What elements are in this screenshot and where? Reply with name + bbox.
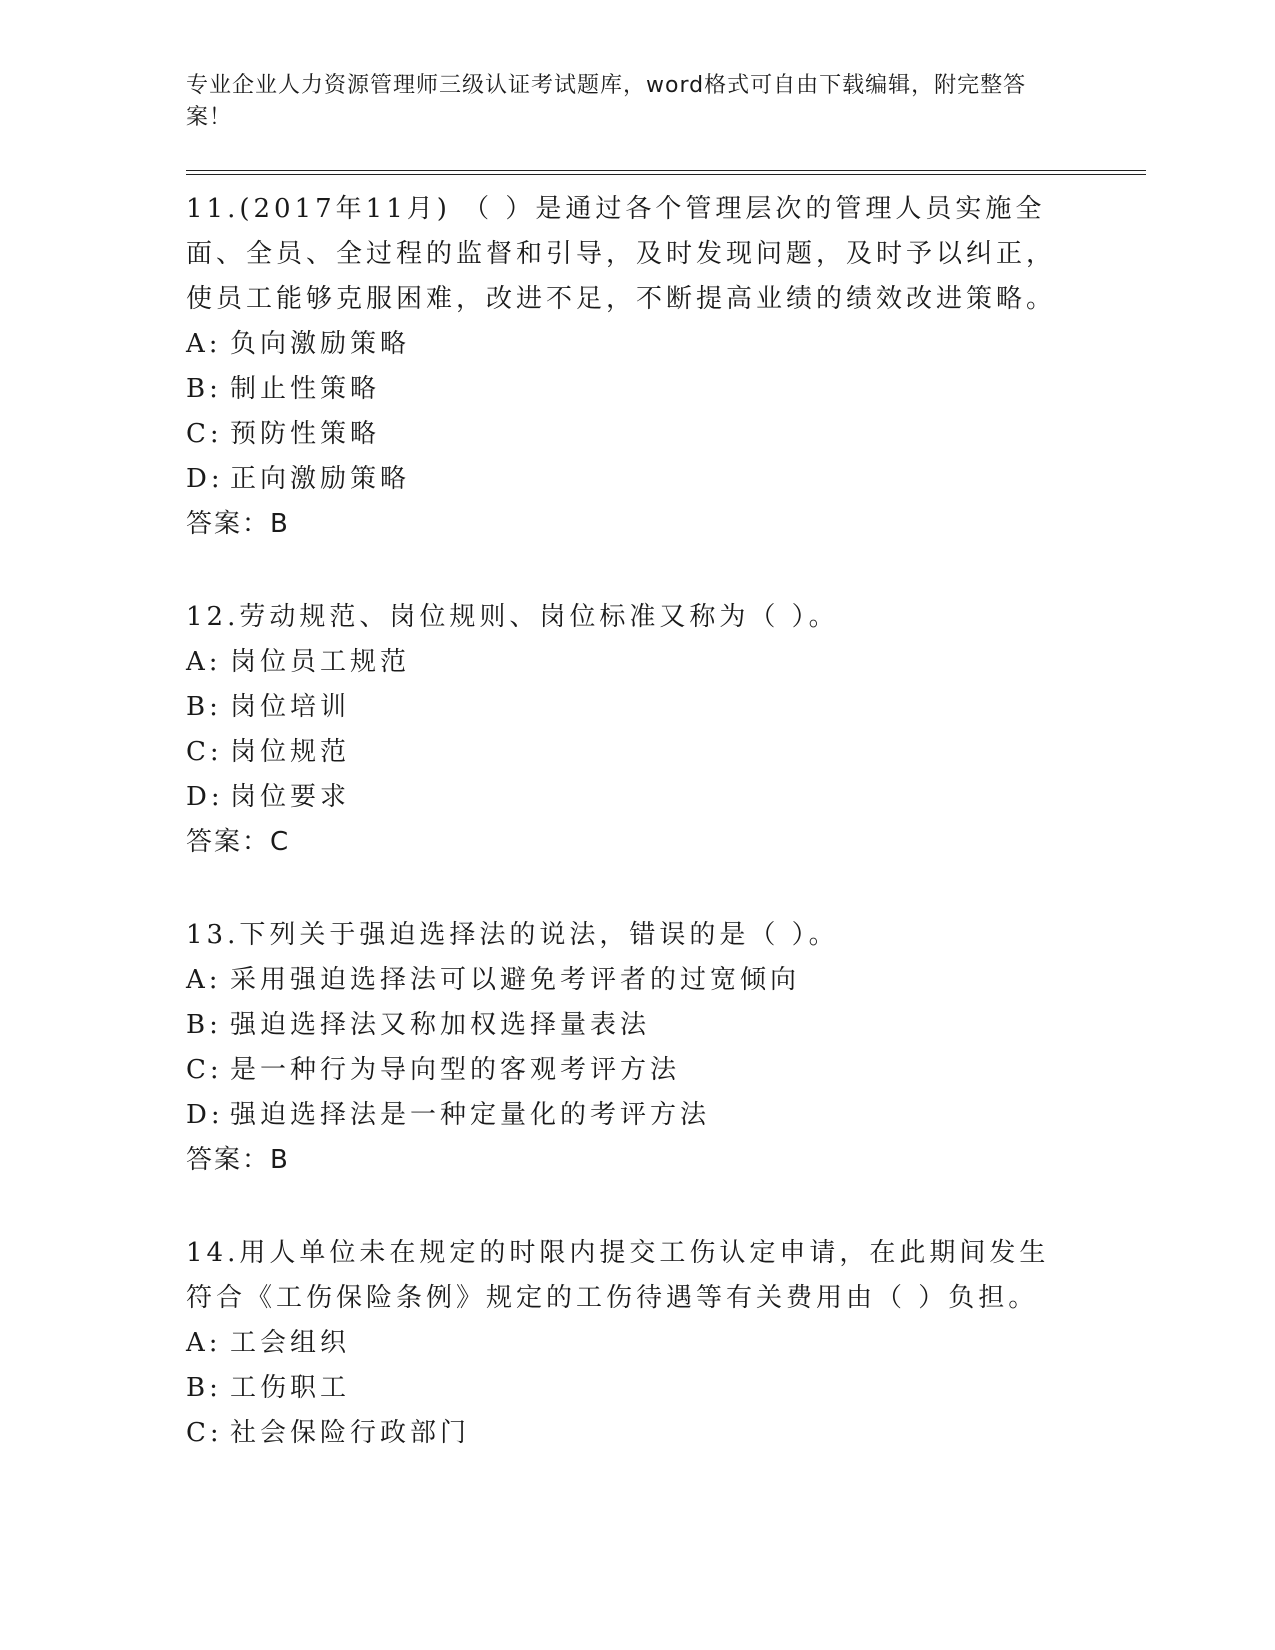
option-c <box>186 1411 1146 1456</box>
option-letter: B: <box>186 1010 222 1040</box>
option-letter: B: <box>186 1373 222 1403</box>
question-11 <box>186 187 1146 547</box>
option-text: 正向激励策略 <box>230 464 411 494</box>
option-letter: B: <box>186 692 222 722</box>
option-c <box>186 730 1146 775</box>
question-text: 14.用人单位未在规定的时限内提交工伤认定申请，在此期间发生符合《工伤保险条例》规定的工伤待遇等有关费用由（ ）负担。 <box>186 1238 1050 1313</box>
option-letter: C: <box>186 1055 223 1085</box>
option-letter: A: <box>186 647 222 677</box>
option-text: 工会组织 <box>230 1328 351 1358</box>
option-text: 预防性策略 <box>230 419 381 449</box>
option-a <box>186 1321 1146 1366</box>
option-text: 负向激励策略 <box>230 329 411 359</box>
document-header: 专业企业人力资源管理师三级认证考试题库，word格式可自由下载编辑，附完整答案！ <box>186 73 1027 130</box>
option-letter: D: <box>186 464 224 494</box>
question-text: 12.劳动规范、岗位规则、岗位标准又称为（ ）。 <box>186 602 839 632</box>
option-text: 强迫选择法是一种定量化的考评方法 <box>230 1100 711 1130</box>
answer-line: 答案：B <box>186 1145 290 1175</box>
option-text: 强迫选择法又称加权选择量表法 <box>230 1010 651 1040</box>
option-a <box>186 958 1146 1003</box>
question-13 <box>186 913 1146 1183</box>
option-b <box>186 1003 1146 1048</box>
option-text: 是一种行为导向型的客观考评方法 <box>230 1055 681 1085</box>
header-divider <box>186 170 1146 175</box>
option-text: 工伤职工 <box>230 1373 351 1403</box>
option-text: 岗位规范 <box>230 737 351 767</box>
option-b <box>186 1366 1146 1411</box>
option-a <box>186 322 1146 367</box>
document-page <box>186 70 1146 1456</box>
option-text: 社会保险行政部门 <box>230 1418 471 1448</box>
option-letter: D: <box>186 782 224 812</box>
option-text: 岗位培训 <box>230 692 351 722</box>
question-text: 11.(2017年11月) （ ）是通过各个管理层次的管理人员实施全面、全员、全过程的监督和引导，及时发现问题，及时予以纠正，使员工能够克服困难，改进不足，不断提高业绩的绩效改进策略。 <box>186 194 1057 314</box>
question-text: 13.下列关于强迫选择法的说法，错误的是（ ）。 <box>186 920 839 950</box>
question-14 <box>186 1231 1146 1456</box>
question-12 <box>186 595 1146 865</box>
option-d <box>186 775 1146 820</box>
option-text: 岗位要求 <box>230 782 351 812</box>
option-letter: C: <box>186 419 223 449</box>
option-letter: C: <box>186 1418 223 1448</box>
option-text: 岗位员工规范 <box>230 647 411 677</box>
option-letter: D: <box>186 1100 224 1130</box>
option-text: 制止性策略 <box>230 374 381 404</box>
option-letter: A: <box>186 965 222 995</box>
option-letter: A: <box>186 329 222 359</box>
option-letter: A: <box>186 1328 222 1358</box>
option-c <box>186 1048 1146 1093</box>
option-d <box>186 1093 1146 1138</box>
option-b <box>186 685 1146 730</box>
option-b <box>186 367 1146 412</box>
option-letter: B: <box>186 374 222 404</box>
option-d <box>186 457 1146 502</box>
option-letter: C: <box>186 737 223 767</box>
answer-line: 答案：B <box>186 509 290 539</box>
answer-line: 答案：C <box>186 827 291 857</box>
option-a <box>186 640 1146 685</box>
option-c <box>186 412 1146 457</box>
option-text: 采用强迫选择法可以避免考评者的过宽倾向 <box>230 965 801 995</box>
